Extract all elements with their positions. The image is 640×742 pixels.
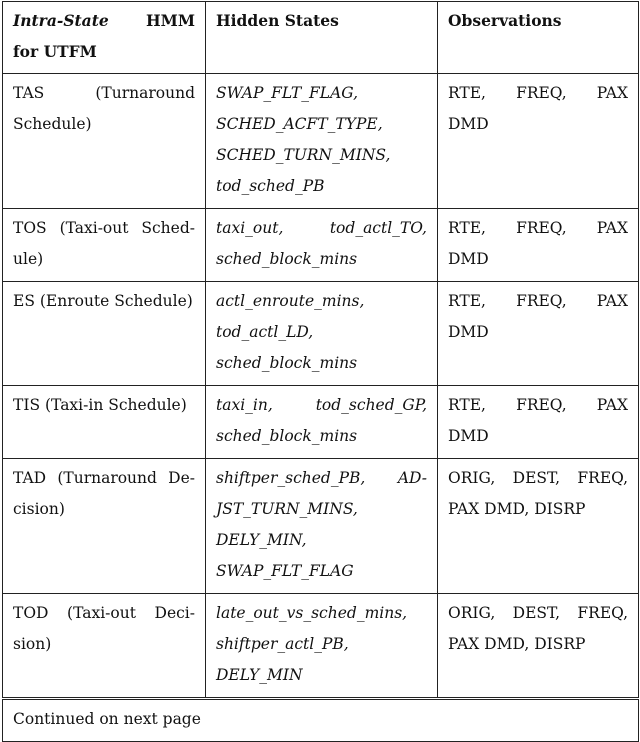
header-intra-state-label: Intra-State bbox=[13, 11, 109, 30]
row-hidden-states: actl_enroute_mins, tod_actl_LD, sched_block_mins bbox=[206, 282, 438, 386]
header-hidden-states: Hidden States bbox=[206, 2, 438, 74]
row-hidden-states: taxi_out, tod_actl_TO, sched_block_mins bbox=[206, 209, 438, 282]
row-state-name: TAD (Turnaround De- cision) bbox=[3, 459, 206, 594]
table-row bbox=[3, 282, 639, 386]
row-observations: RTE, FREQ, PAX DMD bbox=[438, 282, 639, 386]
row-observations: ORIG, DEST, FREQ, PAX DMD, DISRP bbox=[438, 594, 639, 699]
row-state-name: TAS (Turnaround Schedule) bbox=[3, 74, 206, 209]
table-row bbox=[3, 74, 639, 209]
header-observations: Observations bbox=[438, 2, 639, 74]
header-row bbox=[3, 2, 639, 74]
row-hidden-states: late_out_vs_sched_mins, shiftper_actl_PB, DELY_MIN bbox=[206, 594, 438, 699]
row-state-name: ES (Enroute Schedule) bbox=[3, 282, 206, 386]
continued-note: Continued on next page bbox=[3, 699, 639, 742]
row-observations: ORIG, DEST, FREQ, PAX DMD, DISRP bbox=[438, 459, 639, 594]
hmm-table bbox=[2, 1, 639, 742]
row-hidden-states: shiftper_sched_PB, AD- JST_TURN_MINS, DELY_MIN, SWAP_FLT_FLAG bbox=[206, 459, 438, 594]
footer-row bbox=[3, 699, 639, 742]
header-for-utfm-label: for UTFM bbox=[13, 42, 97, 61]
row-observations: RTE, FREQ, PAX DMD bbox=[438, 74, 639, 209]
row-state-name: TIS (Taxi-in Schedule) bbox=[3, 386, 206, 459]
header-intra-state bbox=[3, 2, 206, 74]
table-row bbox=[3, 594, 639, 699]
row-hidden-states: taxi_in, tod_sched_GP, sched_block_mins bbox=[206, 386, 438, 459]
table-row bbox=[3, 386, 639, 459]
table-row bbox=[3, 459, 639, 594]
header-hmm-label: HMM bbox=[146, 11, 195, 30]
row-hidden-states: SWAP_FLT_FLAG, SCHED_ACFT_TYPE, SCHED_TURN_MINS, tod_sched_PB bbox=[206, 74, 438, 209]
row-state-name: TOS (Taxi-out Sched- ule) bbox=[3, 209, 206, 282]
row-state-name: TOD (Taxi-out Deci- sion) bbox=[3, 594, 206, 699]
table-row bbox=[3, 209, 639, 282]
row-observations: RTE, FREQ, PAX DMD bbox=[438, 209, 639, 282]
row-observations: RTE, FREQ, PAX DMD bbox=[438, 386, 639, 459]
